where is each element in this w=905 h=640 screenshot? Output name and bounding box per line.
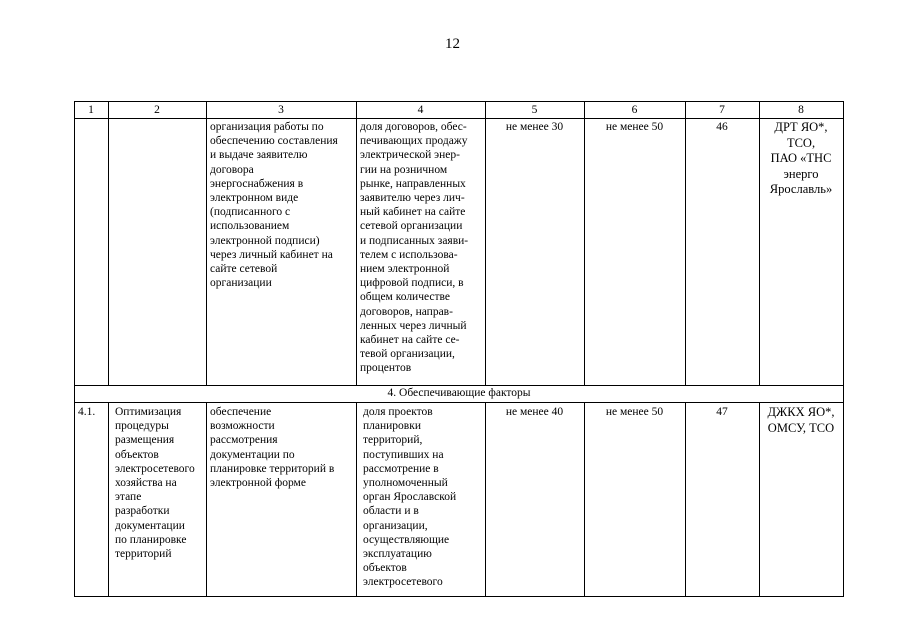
col-border-1-2 — [108, 101, 109, 385]
row2-measure: Оптимизация процедуры размещения объектов электросетевого хозяйства на этапе разработки документации по планировке территорий — [115, 406, 195, 561]
row2-number: 4.1. — [78, 406, 96, 418]
row1-col5: не менее 30 — [505, 121, 564, 133]
page-number: 12 — [445, 36, 460, 52]
col-border-6-7-lower — [685, 402, 686, 596]
col-border-2-3-lower — [206, 402, 207, 596]
row2-col7: 47 — [716, 406, 728, 418]
col-border-3-4 — [356, 101, 357, 385]
column-header-2: 2 — [154, 104, 160, 116]
row2-indicator: доля проектов планировки территорий, поступивших на рассмотрение в уполномоченный орган Ярославской области и в организации, осуществляющие эксплуатацию объектов электросетевого — [363, 406, 457, 589]
col-border-left — [74, 101, 75, 596]
row1-activity: организация работы по обеспечению составления и выдаче заявителю договора энергоснабжения в электронном виде (подписанного с использованием электронной подписи) через личный кабинет на сайте сетевой организации — [210, 121, 338, 290]
col-border-5-6-lower — [584, 402, 585, 596]
section-title: 4. Обеспечивающие факторы — [387, 387, 531, 399]
row2-col5: не менее 40 — [505, 406, 564, 418]
column-header-8: 8 — [798, 104, 804, 116]
column-header-7: 7 — [719, 104, 725, 116]
table-bottom-border — [74, 596, 844, 597]
column-header-5: 5 — [531, 104, 538, 116]
col-border-1-2-lower — [108, 402, 109, 596]
col-border-4-5 — [485, 101, 486, 385]
column-header-4: 4 — [417, 104, 424, 116]
col-border-4-5-lower — [485, 402, 486, 596]
col-border-right — [843, 101, 844, 596]
col-border-6-7 — [685, 101, 686, 385]
row2-responsible: ДЖКХ ЯО*, ОМСУ, ТСО — [767, 405, 835, 435]
column-header-1: 1 — [88, 104, 94, 116]
col-border-2-3 — [206, 101, 207, 385]
row1-indicator: доля договоров, обес- печивающих продажу электрической энер- гии на розничном рынке, направленных заявителю через лич- ный кабинет на сайте сетевой организации и подписанных заяви- телем с использова- нием электронной цифровой подписи, в общем количестве договоров, направ- ленных через личный кабинет на сайте се- тевой организации, процентов — [360, 121, 469, 375]
row2-col6: не менее 50 — [605, 406, 664, 418]
row1-col7: 46 — [716, 121, 728, 133]
row1-responsible: ДРТ ЯО*, ТСО, ПАО «ТНС энерго Ярославль» — [769, 120, 833, 196]
col-border-5-6 — [584, 101, 585, 385]
column-header-3: 3 — [278, 104, 284, 116]
col-border-3-4-lower — [356, 402, 357, 596]
row2-activity: обеспечение возможности рассмотрения документации по планировке территорий в электронной форме — [210, 406, 335, 490]
table-top-border — [74, 101, 844, 102]
row1-col6: не менее 50 — [605, 121, 664, 133]
header-bottom-border — [74, 118, 844, 119]
section-bottom-border — [74, 402, 844, 403]
column-header-6: 6 — [631, 104, 638, 116]
